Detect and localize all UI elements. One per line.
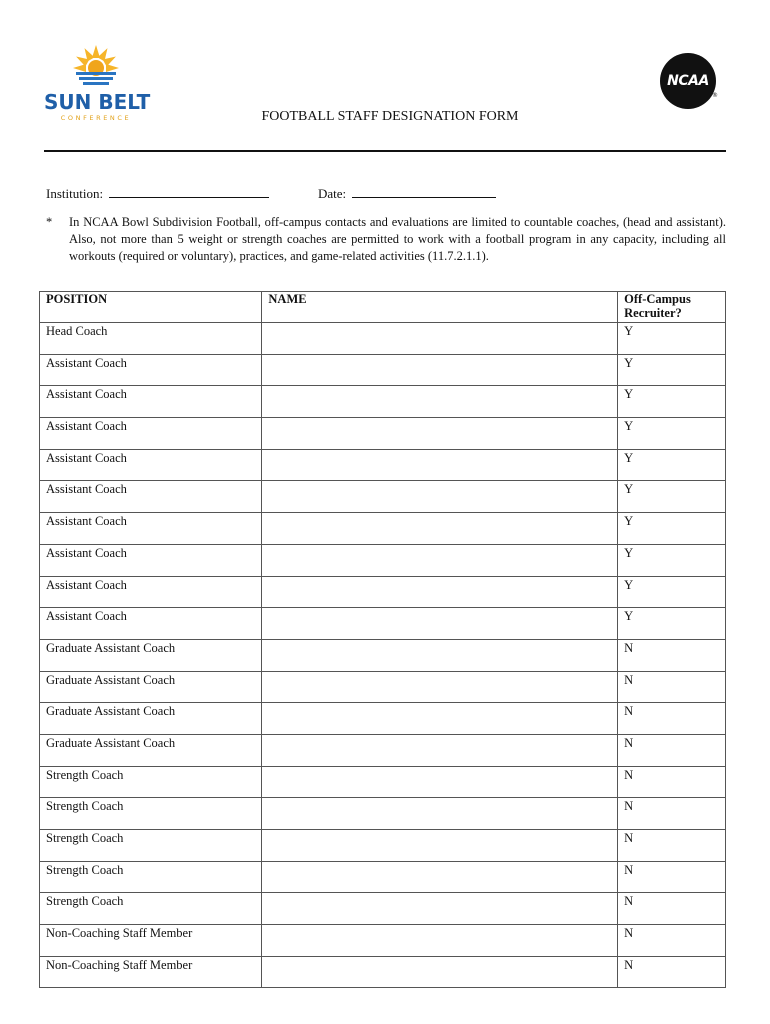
recruiter-cell: Y	[618, 323, 726, 355]
recruiter-cell: N	[618, 893, 726, 925]
table-row	[40, 576, 726, 608]
position-cell: Assistant Coach	[40, 354, 262, 386]
institution-field	[46, 185, 269, 202]
eligibility-note	[44, 214, 726, 265]
position-cell: Assistant Coach	[40, 608, 262, 640]
table-row	[40, 608, 726, 640]
recruiter-cell: N	[618, 671, 726, 703]
position-cell: Assistant Coach	[40, 513, 262, 545]
name-header: NAME	[262, 292, 618, 323]
table-row	[40, 830, 726, 862]
name-cell[interactable]	[262, 418, 618, 450]
name-cell[interactable]	[262, 893, 618, 925]
name-cell[interactable]	[262, 513, 618, 545]
position-cell: Assistant Coach	[40, 449, 262, 481]
recruiter-cell: Y	[618, 544, 726, 576]
title-divider	[44, 150, 726, 152]
position-cell: Graduate Assistant Coach	[40, 671, 262, 703]
institution-blank[interactable]	[109, 185, 269, 198]
registered-mark: ®	[712, 92, 718, 99]
name-cell[interactable]	[262, 861, 618, 893]
institution-label: Institution:	[46, 186, 104, 201]
name-cell[interactable]	[262, 449, 618, 481]
name-cell[interactable]	[262, 671, 618, 703]
table-row	[40, 544, 726, 576]
table-row	[40, 956, 726, 988]
table-row	[40, 449, 726, 481]
note-bullet: *	[46, 215, 53, 229]
recruiter-cell: N	[618, 830, 726, 862]
table-row	[40, 513, 726, 545]
position-cell: Assistant Coach	[40, 544, 262, 576]
recruiter-cell: Y	[618, 576, 726, 608]
recruiter-cell: Y	[618, 608, 726, 640]
table-row	[40, 798, 726, 830]
position-cell: Graduate Assistant Coach	[40, 734, 262, 766]
table-header-row	[40, 292, 726, 323]
date-blank[interactable]	[352, 185, 496, 198]
name-cell[interactable]	[262, 798, 618, 830]
name-cell[interactable]	[262, 386, 618, 418]
recruiter-cell: Y	[618, 418, 726, 450]
name-cell[interactable]	[262, 576, 618, 608]
table-row	[40, 323, 726, 355]
table-row	[40, 703, 726, 735]
position-cell: Strength Coach	[40, 798, 262, 830]
position-cell: Non-Coaching Staff Member	[40, 925, 262, 957]
position-cell: Strength Coach	[40, 861, 262, 893]
name-cell[interactable]	[262, 544, 618, 576]
recruiter-cell: N	[618, 956, 726, 988]
table-row	[40, 861, 726, 893]
name-cell[interactable]	[262, 608, 618, 640]
recruiter-cell: N	[618, 861, 726, 893]
table-row	[40, 734, 726, 766]
recruiter-cell: N	[618, 703, 726, 735]
table-row	[40, 386, 726, 418]
recruiter-cell: N	[618, 798, 726, 830]
table-row	[40, 671, 726, 703]
conference-wordmark: SUN BELT	[44, 90, 151, 114]
table-row	[40, 766, 726, 798]
table-row	[40, 481, 726, 513]
table-row	[40, 925, 726, 957]
name-cell[interactable]	[262, 481, 618, 513]
position-cell: Assistant Coach	[40, 386, 262, 418]
recruiter-cell: Y	[618, 481, 726, 513]
ncaa-logo	[660, 53, 716, 109]
recruiter-cell: N	[618, 925, 726, 957]
position-cell: Assistant Coach	[40, 418, 262, 450]
position-cell: Graduate Assistant Coach	[40, 703, 262, 735]
position-cell: Non-Coaching Staff Member	[40, 956, 262, 988]
table-row	[40, 418, 726, 450]
name-cell[interactable]	[262, 323, 618, 355]
form-title: FOOTBALL STAFF DESIGNATION FORM	[261, 109, 519, 124]
recruiter-cell: Y	[618, 449, 726, 481]
date-label: Date:	[318, 186, 347, 201]
table-row	[40, 639, 726, 671]
position-cell: Assistant Coach	[40, 481, 262, 513]
name-cell[interactable]	[262, 734, 618, 766]
name-cell[interactable]	[262, 703, 618, 735]
recruiter-header: Off-Campus Recruiter?	[618, 292, 726, 323]
position-cell: Head Coach	[40, 323, 262, 355]
recruiter-cell: N	[618, 766, 726, 798]
table-row	[40, 893, 726, 925]
name-cell[interactable]	[262, 766, 618, 798]
position-cell: Strength Coach	[40, 893, 262, 925]
ncaa-wordmark: NCAA	[667, 73, 709, 89]
name-cell[interactable]	[262, 830, 618, 862]
name-cell[interactable]	[262, 639, 618, 671]
recruiter-cell: Y	[618, 354, 726, 386]
staff-table	[39, 291, 726, 988]
recruiter-cell: N	[618, 639, 726, 671]
position-cell: Assistant Coach	[40, 576, 262, 608]
recruiter-cell: Y	[618, 386, 726, 418]
recruiter-cell: N	[618, 734, 726, 766]
note-text: In NCAA Bowl Subdivision Football, off-campus contacts and evaluations are limited to countable coaches, (head and assistant). Also, not more than 5 weight or strength coaches are permitted to work with a football program in any capacity, including all workouts (required or voluntary), practices, and game-related activities (11.7.2.1.1).	[69, 215, 726, 263]
table-row	[40, 354, 726, 386]
name-cell[interactable]	[262, 354, 618, 386]
position-cell: Graduate Assistant Coach	[40, 639, 262, 671]
recruiter-cell: Y	[618, 513, 726, 545]
sun-icon	[70, 44, 122, 90]
name-cell[interactable]	[262, 956, 618, 988]
date-field	[318, 185, 496, 202]
position-cell: Strength Coach	[40, 766, 262, 798]
position-cell: Strength Coach	[40, 830, 262, 862]
name-cell[interactable]	[262, 925, 618, 957]
conference-subtitle: CONFERENCE	[60, 114, 132, 122]
position-header: POSITION	[40, 292, 262, 323]
